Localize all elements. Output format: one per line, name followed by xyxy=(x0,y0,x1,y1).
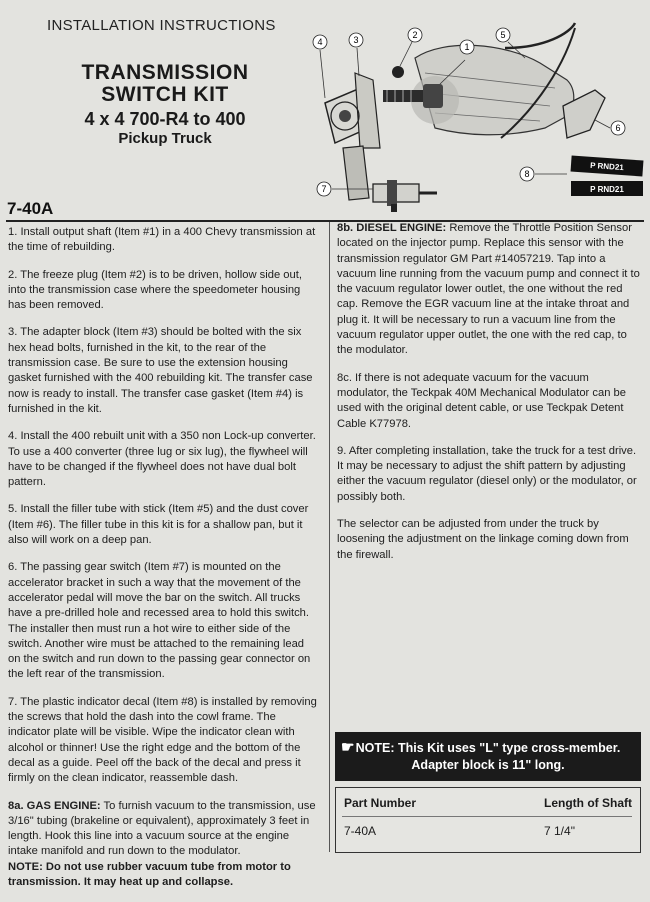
callout-1 xyxy=(460,40,474,54)
step-1: 1. Install output shaft (Item #1) in a 400 Chevy transmission at the time of rebuilding. xyxy=(8,226,316,254)
note-line-1 xyxy=(335,740,641,757)
indicator-decal-bottom xyxy=(571,181,643,196)
pointing-hand-icon: ☛ xyxy=(341,739,355,756)
right-column xyxy=(337,221,641,575)
parts-table xyxy=(335,787,641,853)
cell-part-number: 7-40A xyxy=(344,824,377,838)
step-2: 2. The freeze plug (Item #2) is to be driven, hollow side out, into the transmission case where the speedometer housing has been removed. xyxy=(8,268,302,312)
selector-note: The selector can be adjusted from under the truck by loosening the adjustment on the linkage coming down from the firewall. xyxy=(337,518,629,561)
step-4: 4. Install the 400 rebuilt unit with a 350 non Lock-up converter. To use a 400 converter (three lug or six lug), the flywheel will have to be changed if the flywheel does not have dual bolt pattern. xyxy=(8,430,316,489)
svg-text:2: 2 xyxy=(412,30,418,40)
title-line-4: Pickup Truck xyxy=(118,130,212,147)
note-label: NOTE: xyxy=(355,741,395,755)
step-8c: 8c. If there is not adequate vacuum for the vacuum modulator, the Teckpak 40M Mechanical Modulator can be used with the original detent cable, or use Teckpak Detent Cable K77978. xyxy=(337,371,626,430)
step-8b-text: Remove the Throttle Position Sensor located on the injector pump. Replace this sensor with the transmission regulator GM Part #14057219. Tap into a vacuum line running from the vacuum pump and connect it to the vacuum regulator lower outlet, the one without the red cap. Remove the EGR vacuum line at the intake throat and plug it. It will be necessary to run a vacuum line from the vacuum regulator upper outlet, the one with the red cap, to the modulator. xyxy=(337,222,640,357)
title-block xyxy=(60,62,270,148)
callout-5 xyxy=(496,28,510,42)
svg-text:P RND21: P RND21 xyxy=(589,160,625,173)
header-label: INSTALLATION INSTRUCTIONS xyxy=(47,17,276,34)
step-5: 5. Install the filler tube with stick (Item #5) and the dust cover (Item #6). The filler tube in this kit is for a shallow pan, but it also will work on a deep pan. xyxy=(8,503,309,547)
svg-text:8: 8 xyxy=(524,169,530,179)
header-part-number: Part Number xyxy=(344,796,417,810)
cell-length-of-shaft: 7 1/4" xyxy=(544,824,575,838)
svg-text:3: 3 xyxy=(353,35,359,45)
step-3: 3. The adapter block (Item #3) should be bolted with the six hex head bolts, furnished in the kit, to the rear of the transmission case. Be sure to use the extension housing gasket furnished with the 400 rebuilding kit. The transfer case now is ready to install. The transfer case gasket (Item #4) is furnished in the kit. xyxy=(8,326,313,415)
table-divider xyxy=(342,816,632,817)
svg-text:1: 1 xyxy=(464,42,470,52)
step-7: 7. The plastic indicator decal (Item #8) is installed by removing the screws that hold the dash into the cowl frame. The indicator plate will be visible. Wipe the indicator clean with alcohol or thinner! Use the right edge and the bottom of the decal as a guide. Peel off the back of the decal and press it firmly on the clean indicator, reassemble dash. xyxy=(8,695,317,785)
step-8a-warning: NOTE: Do not use rubber vacuum tube from motor to transmission. It may heat up and collapse. xyxy=(8,860,291,888)
callout-6 xyxy=(611,121,625,135)
callout-7 xyxy=(317,182,331,196)
step-8a xyxy=(8,799,319,891)
svg-text:7: 7 xyxy=(321,184,327,194)
title-line-2: SWITCH KIT xyxy=(101,83,229,106)
svg-text:P RND21: P RND21 xyxy=(590,185,624,194)
svg-text:5: 5 xyxy=(500,30,506,40)
title-line-3: 4 x 4 700-R4 to 400 xyxy=(84,109,246,129)
step-6: 6. The passing gear switch (Item #7) is mounted on the accelerator bracket in such a way that the movement of the accelerator pedal will move the bar on the switch. All trucks have a pre-drilled hole and recessed area to hold this switch. The installer then must run a hot wire to either side of the switch. Another wire must be attached to the remaining lead on the switch and run down to the passing gear connector on the left rear of the transmission. xyxy=(8,561,311,681)
indicator-decal-top xyxy=(571,156,644,177)
step-8b xyxy=(337,221,641,359)
step-8a-text: To furnish vacuum to the transmission, use 3/16" tubing (brakeline or equivalent), approximately 3 feet in length. Hook this line into a vacuum source at the engine intake manifold and run down to the modulator. xyxy=(8,799,316,858)
header-length-of-shaft: Length of Shaft xyxy=(544,796,632,810)
callout-3 xyxy=(349,33,363,47)
callout-2 xyxy=(408,28,422,42)
step-8b-label: 8b. DIESEL ENGINE: xyxy=(337,222,447,234)
callout-4 xyxy=(313,35,327,49)
note-box xyxy=(335,732,641,781)
title-line-1: TRANSMISSION xyxy=(81,61,249,84)
parts-diagram xyxy=(305,18,650,218)
callout-8 xyxy=(520,167,534,181)
note-text-1: This Kit uses "L" type cross-member. xyxy=(394,741,621,755)
step-8a-label: 8a. GAS ENGINE: xyxy=(8,799,101,812)
note-line-2: Adapter block is 11" long. xyxy=(411,758,565,772)
kit-code: 7-40A xyxy=(7,199,54,218)
step-9: 9. After completing installation, take the truck for a test drive. It may be necessary to adjust the shift pattern by adjusting either the vacuum regulator (diesel only) or the modulator, or possibly both. xyxy=(337,444,637,503)
svg-text:6: 6 xyxy=(615,123,621,133)
left-column xyxy=(8,225,319,902)
column-divider xyxy=(329,222,330,852)
svg-text:4: 4 xyxy=(317,37,323,47)
